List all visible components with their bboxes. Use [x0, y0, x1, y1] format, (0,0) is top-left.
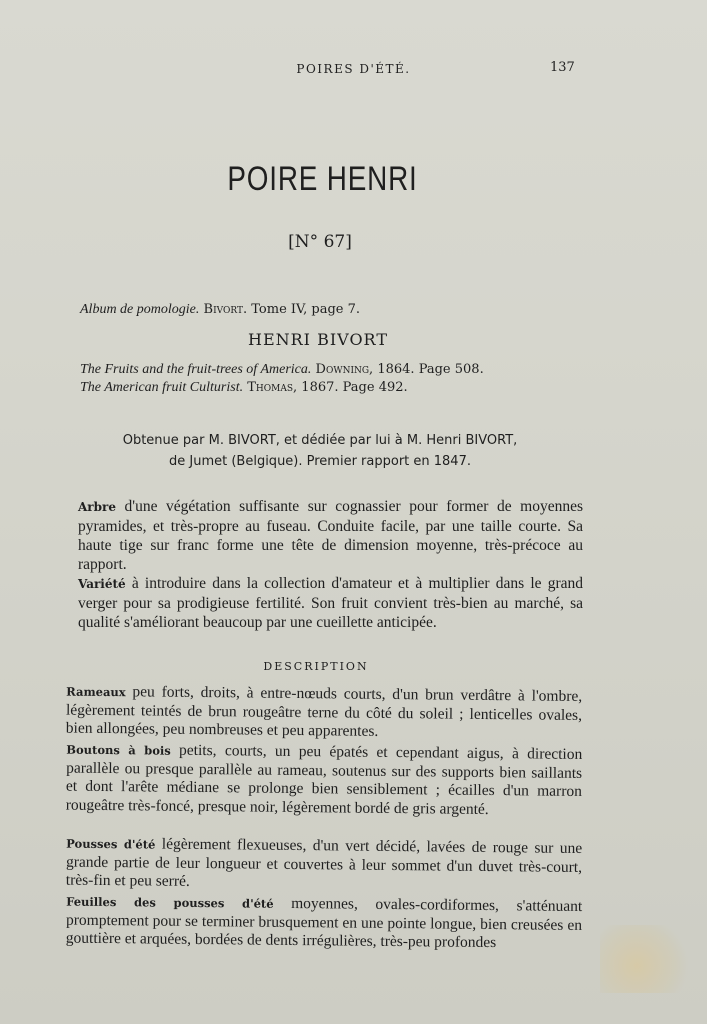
paragraph-text: légèrement flexueuses, d'un vert décidé, lavées de rouge sur une grande partie de leur longueur et couvertes à leur sommet d'un duvet très-court, très-fin et peu serré. [65, 835, 583, 890]
reference-line [80, 362, 484, 378]
reference-line [80, 380, 408, 396]
reference-author: Downing, [315, 362, 374, 377]
origin-note [60, 430, 580, 472]
paragraph-text: d'une végétation suffisante sur cognassier pour former de moyennes pyramides, et très-propre au fuseau. Conduite facile, par une taille courte. Sa haute tige sur franc forme une tête de dimension moyenne, très-précoce au rapport. [78, 498, 583, 573]
paragraph-text: à introduire dans la collection d'amateur et à multiplier dans le grand verger pour sa prodigieuse fertilité. Son fruit convient très-bien au marché, sa qualité s'améliorant beaucoup par une cueillette anticipée. [78, 575, 583, 631]
reference-line [80, 302, 360, 318]
arbre-paragraph [78, 497, 583, 574]
paragraph-label: Boutons à bois [66, 742, 171, 758]
page-number: 137 [550, 60, 575, 75]
paragraph-text: peu forts, droits, à entre-nœuds courts, d'un brun verdâtre à l'ombre, légèrement teintés de brun rougeâtre terne du côté du soleil ; lenticelles ovales, bien allongées, peu nombreuses et peu apparentes. [65, 683, 583, 740]
rameaux-paragraph [66, 683, 583, 744]
paragraph-label: Variété [78, 577, 126, 591]
reference-author: Bivort. [203, 302, 248, 317]
paragraph-label: Pousses d'été [66, 836, 156, 852]
boutons-paragraph [66, 741, 583, 820]
reference-author: Thomas, [247, 380, 298, 395]
reference-heading: HENRI BIVORT [248, 330, 388, 349]
paragraph-text: petits, courts, un peu épatés et cependant aigus, à direction parallèle ou presque parallèle au rameau, soutenus sur des supports bien saillants et dont l'arête médiane se prolonge bien sensiblement ; écailles d'un marron rougeâtre très-foncé, presque noir, légèrement bordé de gris argenté. [65, 741, 583, 818]
paragraph-label: Feuilles des pousses d'été [66, 894, 274, 911]
origin-line: Obtenue par M. BIVORT, et dédiée par lui à M. Henri BIVORT, [122, 433, 518, 448]
paragraph-text: moyennes, ovales-cordiformes, s'atténuant promptement pour se terminer brusquement en une pointe longue, bien creusées en gouttière et arquées, bordées de dents irrégulières, très-peu profondes [65, 894, 583, 952]
paragraph-label: Rameaux [66, 684, 126, 700]
page-title: POIRE HENRI [227, 160, 418, 198]
corner-watermark [600, 925, 692, 993]
reference-detail: Tome IV, page 7. [251, 302, 361, 317]
variety-number: [N° 67] [288, 232, 352, 252]
reference-detail: 1864. Page 508. [377, 362, 484, 377]
section-heading: DESCRIPTION [263, 660, 369, 673]
feuilles-paragraph [66, 893, 583, 954]
paragraph-label: Arbre [78, 500, 116, 514]
reference-work: Album de pomologie. [80, 302, 200, 317]
reference-work: The Fruits and the fruit-trees of America. [80, 362, 312, 377]
running-head: POIRES D'ÉTÉ. [296, 62, 411, 76]
pousses-paragraph [66, 835, 583, 896]
variete-paragraph [78, 574, 583, 632]
origin-line: de Jumet (Belgique). Premier rapport en 1847. [169, 454, 471, 469]
reference-work: The American fruit Culturist. [80, 380, 244, 395]
reference-detail: 1867. Page 492. [301, 380, 408, 395]
